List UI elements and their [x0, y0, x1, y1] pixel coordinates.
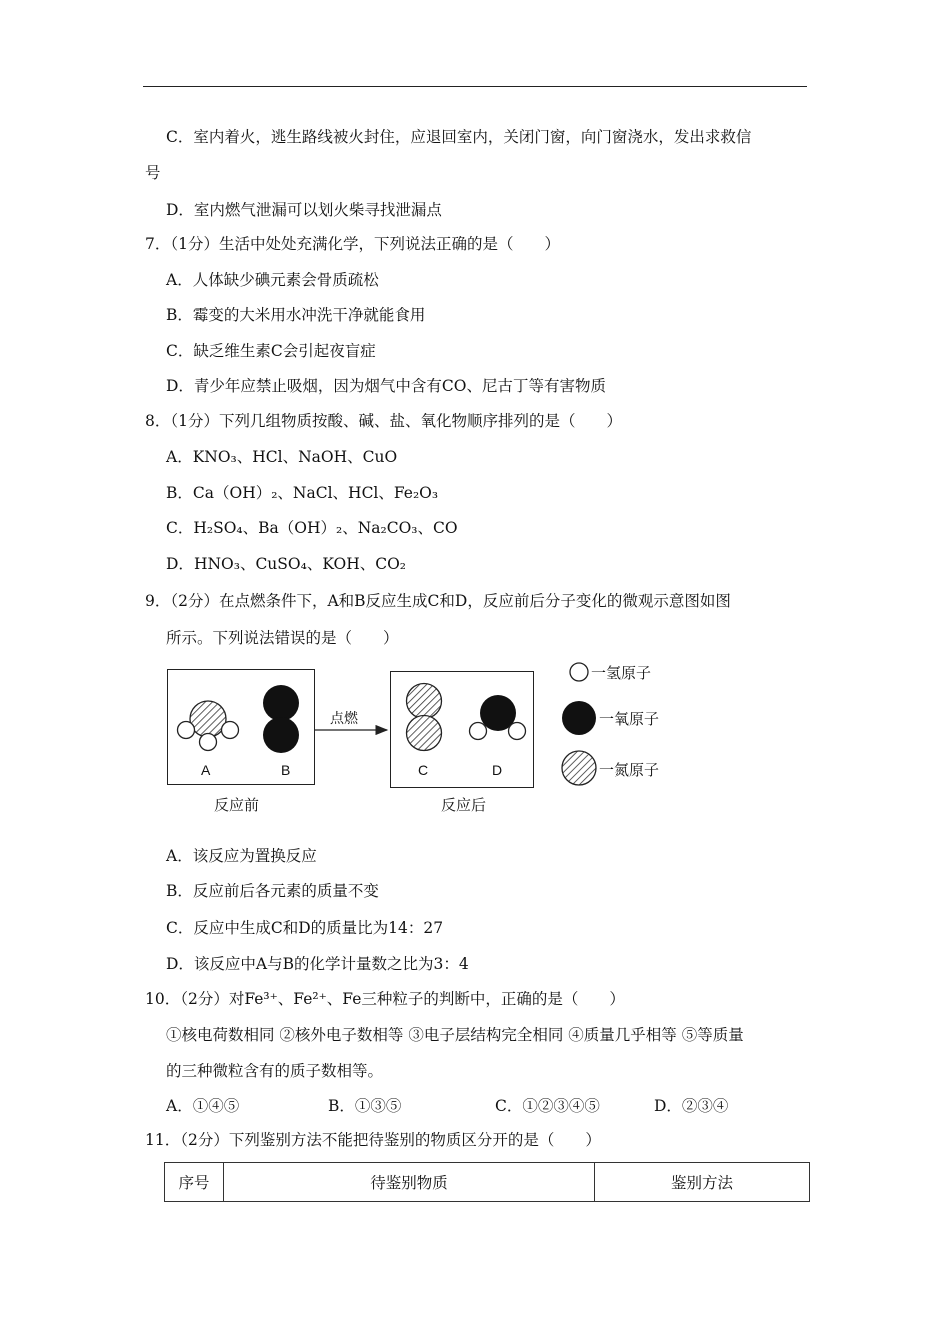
q9-stem-line1: 9．（2分）在点燃条件下，A和B反应生成C和D，反应前后分子变化的微观示意图如图: [145, 592, 731, 610]
q10-option-a: A．①④⑤: [166, 1097, 240, 1115]
q9-option-a: A．该反应为置换反应: [166, 847, 317, 865]
oxygen-symbol: [562, 701, 596, 735]
molecule-a: [178, 701, 239, 751]
q8-option-c: [166, 518, 458, 538]
arrow-label: 点燃: [330, 710, 358, 726]
legend-oxygen: 一氧原子: [599, 711, 660, 728]
q8-option-b-label: B．: [166, 484, 193, 502]
q10-option-d: D．②③④: [654, 1097, 729, 1115]
q10-option-b: B．①③⑤: [328, 1097, 402, 1115]
q9-option-d: D．该反应中A与B的化学计量数之比为3：4: [166, 955, 469, 973]
q8-option-c-formula: H₂SO₄、Ba（OH）₂、Na₂CO₃、CO: [193, 519, 458, 537]
q9-stem-line2: 所示。下列说法错误的是（ ）: [166, 629, 399, 647]
molecule-b: [263, 685, 299, 753]
before-molecules: [167, 669, 317, 787]
q9-option-b: B．反应前后各元素的质量不变: [166, 882, 379, 900]
molecule-c: [407, 684, 442, 751]
q8-option-b: [166, 483, 438, 503]
q10-option-c: C．①②③④⑤: [495, 1097, 600, 1115]
q11-table: [164, 1162, 810, 1202]
header-rule: [143, 86, 807, 87]
q7-option-c: C．缺乏维生素C会引起夜盲症: [166, 342, 376, 360]
label-a: A: [201, 762, 211, 778]
nitrogen-symbol: [562, 751, 596, 785]
label-c: C: [418, 762, 429, 778]
label-d: D: [492, 762, 503, 778]
prev-option-c-line1: C．室内着火，逃生路线被火封住，应退回室内，关闭门窗，向门窗浇水，发出求救信: [166, 128, 752, 146]
before-caption: 反应前: [214, 797, 260, 814]
q7-option-b: B．霉变的大米用水冲洗干净就能食用: [166, 306, 426, 324]
q7-option-d: D．青少年应禁止吸烟，因为烟气中含有CO、尼古丁等有害物质: [166, 377, 606, 395]
q8-option-d-formula: HNO₃、CuSO₄、KOH、CO₂: [193, 555, 406, 573]
legend-hydrogen: 一氢原子: [591, 665, 652, 682]
table-header-row: [165, 1163, 810, 1202]
prev-option-c-line2: 号: [145, 164, 161, 182]
q8-option-a: [166, 447, 397, 467]
q10-line2: ①核电荷数相同 ②核外电子数相等 ③电子层结构完全相同 ④质量几乎相等 ⑤等质量: [166, 1026, 744, 1044]
q8-option-a-formula: KNO₃、HCl、NaOH、CuO: [192, 448, 398, 466]
q7-option-a: A．人体缺少碘元素会骨质疏松: [166, 271, 379, 289]
after-molecules: [390, 671, 536, 789]
q8-option-a-label: A．: [166, 448, 193, 466]
q8-stem: 8．（1分）下列几组物质按酸、碱、盐、氧化物顺序排列的是（ ）: [145, 412, 622, 430]
hydrogen-symbol: [570, 663, 588, 681]
table-header-method: 鉴别方法: [595, 1163, 810, 1202]
table-header-index: 序号: [165, 1163, 224, 1202]
q7-stem: 7．（1分）生活中处处充满化学，下列说法正确的是（ ）: [145, 235, 560, 253]
q9-option-c: C．反应中生成C和D的质量比为14：27: [166, 919, 444, 937]
prev-option-d: D．室内燃气泄漏可以划火柴寻找泄漏点: [166, 201, 442, 219]
after-caption: 反应后: [441, 797, 487, 814]
q11-stem: 11．（2分）下列鉴别方法不能把待鉴别的物质区分开的是（ ）: [145, 1131, 601, 1149]
q8-option-d: [166, 554, 406, 574]
q8-option-b-formula: Ca（OH）₂、NaCl、HCl、Fe₂O₃: [192, 484, 439, 502]
q8-option-c-label: C．: [166, 519, 194, 537]
legend-nitrogen: 一氮原子: [599, 762, 660, 779]
label-b: B: [281, 762, 291, 778]
q10-line3: 的三种微粒含有的质子数相等。: [166, 1062, 384, 1080]
q10-stem: 10．（2分）对Fe³⁺、Fe²⁺、Fe三种粒子的判断中，正确的是（ ）: [145, 990, 625, 1008]
q8-option-d-label: D．: [166, 555, 194, 573]
molecule-d: [470, 695, 526, 740]
table-header-substances: 待鉴别物质: [224, 1163, 595, 1202]
